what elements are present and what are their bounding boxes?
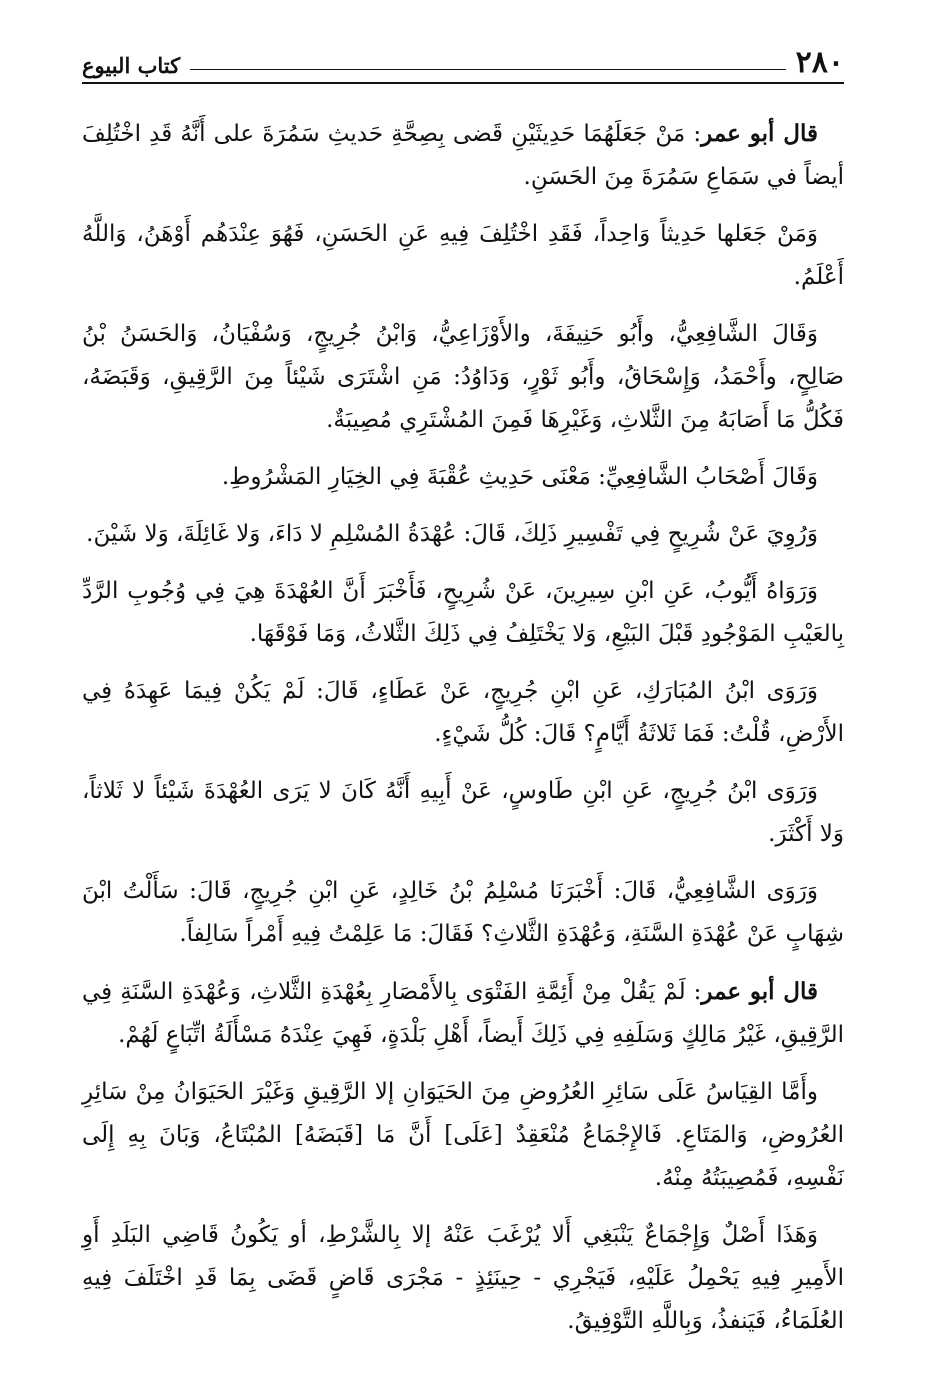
paragraph bbox=[82, 456, 844, 499]
paragraph bbox=[82, 1214, 844, 1343]
paragraph-text: : مَنْ جَعَلَهُمَا حَدِيثَيْنِ قَضى بِصِحَّةِ حَديثِ سَمُرَةَ على أَنَّهُ قَدِ اخْتُلِفَ أيضاً في سَمَاعِ سَمُرَةَ مِنَ الحَسَنِ. bbox=[82, 121, 844, 190]
paragraph-text: وَرَوَاهُ أَيُّوبُ، عَنِ ابْنِ سِيرِينَ، عَنْ شُرِيحٍ، فَأَخْبَرَ أَنَّ العُهْدَةَ هِيَ فِي وُجُوبِ الرَّدِّ بِالعَيْبِ المَوْجُودِ قَبْلَ البَيْعِ، وَلا يَخْتَلِفُ فِي ذَلِكَ الثَّلاثُ، وَمَا فَوْقَهَا. bbox=[82, 578, 844, 647]
paragraph-text: وَمَنْ جَعَلها حَدِيثاً وَاحِداً، فَقَدِ اخْتُلِفَ فِيهِ عَنِ الحَسَنِ، فَهُوَ عِنْدَهُم أَوْهَنُ، وَاللَّهُ أَعْلَمُ. bbox=[82, 221, 844, 290]
paragraph-text: وَرَوَى ابْنُ جُرِيجٍ، عَنِ ابْنِ طَاوسٍ، عَنْ أَبِيهِ أَنَّهُ كَانَ لا يَرَى العُهْدَةَ شَيْئاً لا ثَلاثاً، وَلا أَكْثَرَ. bbox=[82, 778, 844, 847]
paragraph bbox=[82, 570, 844, 656]
paragraph bbox=[82, 213, 844, 299]
page-number: ٢٨٠ bbox=[795, 45, 844, 80]
paragraph bbox=[82, 112, 844, 199]
paragraph-text: وَرُوِيَ عَنْ شُرِيحٍ فِي تَفْسِيرِ ذَلِكَ، قَالَ: عُهْدَةُ المُسْلِمِ لا دَاءَ، وَلا غَائِلَةَ، وَلا شَيْنَ. bbox=[86, 521, 818, 547]
speaker-label: قال أبو عمر bbox=[701, 978, 818, 1005]
page-header bbox=[82, 30, 844, 84]
paragraph-text: وَقَالَ أَصْحَابُ الشَّافِعِيِّ: مَعْنَى حَدِيثِ عُقْبَةَ فِي الخِيَارِ المَشْرُوطِ. bbox=[221, 464, 818, 490]
paragraph bbox=[82, 1071, 844, 1200]
page-body bbox=[82, 112, 844, 1343]
paragraph bbox=[82, 670, 844, 756]
running-title: كتاب البيوع bbox=[82, 53, 181, 78]
paragraph bbox=[82, 870, 844, 956]
book-page bbox=[82, 30, 844, 1360]
paragraph-text: وَهَذَا أَصْلٌ وَإِجْمَاعٌ يَنْبَغِي أَلا يُرْغَبَ عَنْهُ إلا بِالشَّرْطِ، أو يَكُونُ قَاضِي البَلَدِ أَوِ الأَمِيرِ فِيهِ يَحْمِلُ عَلَيْهِ، فَيَجْرِي - حِينَئِذٍ - مَجْرَى قَاضٍ قَضَى بِمَا قَدِ اخْتَلَفَ فِيهِ العُلَمَاءُ، فَيَنفذُ، وَبِاللَّهِ التَّوْفِيقُ. bbox=[82, 1222, 844, 1334]
header-divider bbox=[190, 69, 786, 70]
speaker-label: قال أبو عمر bbox=[701, 120, 818, 147]
paragraph-text: وَرَوَى الشَّافِعِيُّ، قَالَ: أَخْبَرَنَا مُسْلِمُ بْنُ خَالِدٍ، عَنِ ابْنِ جُرِيجٍ، قَالَ: سَأَلْتُ ابْنَ شِهَابٍ عَنْ عُهْدَةِ السَّنَةِ، وَعُهْدَةِ الثَّلاثِ؟ فَقَالَ: مَا عَلِمْتُ فِيهِ أَمْراً سَالِفاً. bbox=[82, 878, 844, 947]
paragraph-text: وَقَالَ الشَّافِعِيُّ، وأَبُو حَنِيفَةَ، والأَوْزَاعِيُّ، وَابْنُ جُرِيجٍ، وَسُفْيَانُ، وَالحَسَنُ بْنُ صَالِحٍ، وأَحْمَدُ، وَإِسْحَاقُ، وأَبُو ثَوْرٍ، وَدَاوُدُ: مَنِ اشْتَرَى شَيْئاً مِنَ الرَّقِيقِ، وَقَبَضَهُ، فَكُلُّ مَا أَصَابَهُ مِنَ الثَّلاثِ، وَغَيْرِهَا فَمِنَ المُشْتَرِي مُصِيبَةٌ. bbox=[82, 321, 844, 433]
paragraph-text: وَرَوَى ابْنُ المُبَارَكِ، عَنِ ابْنِ جُرِيجٍ، عَنْ عَطَاءٍ، قَالَ: لَمْ يَكُنْ فِيمَا عَهِدَهُ فِي الأَرْضِ، قُلْتُ: فَمَا ثَلاثَةُ أَيَّامٍ؟ قَالَ: كُلُّ شَيْءٍ. bbox=[82, 678, 844, 747]
paragraph bbox=[82, 770, 844, 856]
paragraph bbox=[82, 313, 844, 442]
header-rule bbox=[82, 82, 844, 84]
paragraph bbox=[82, 970, 844, 1057]
paragraph bbox=[82, 513, 844, 556]
paragraph-text: وأَمَّا القِيَاسُ عَلَى سَائِرِ العُرُوضِ مِنَ الحَيَوَانِ إلا الرَّقِيقِ وَغَيْرَ الحَيَوَانُ مِنْ سَائِرِ العُرُوضِ، وَالمَتَاعِ. فَالإِجْمَاعُ مُنْعَقِدٌ [عَلَى] أَنَّ مَا [قَبَضَهُ] المُبْتَاعُ، وَبَانَ بِهِ إِلَى نَفْسِهِ، فَمُصِيبَتُهُ مِنْهُ. bbox=[82, 1079, 844, 1191]
paragraph-text: : لَمْ يَقُلْ مِنْ أَئِمَّةِ الفَتْوَى بِالأَمْصَارِ بِعُهْدَةِ الثَّلاثِ، وَعُهْدَةِ السَّنَةِ فِي الرَّقِيقِ، غَيْرُ مَالِكٍ وَسَلَفِهِ فِي ذَلِكَ أَيضاً، أَهْلِ بَلْدَةٍ، فَهِيَ عِنْدَهُ مَسْأَلَةُ اتِّبَاعٍ لَهُمْ. bbox=[82, 979, 844, 1048]
